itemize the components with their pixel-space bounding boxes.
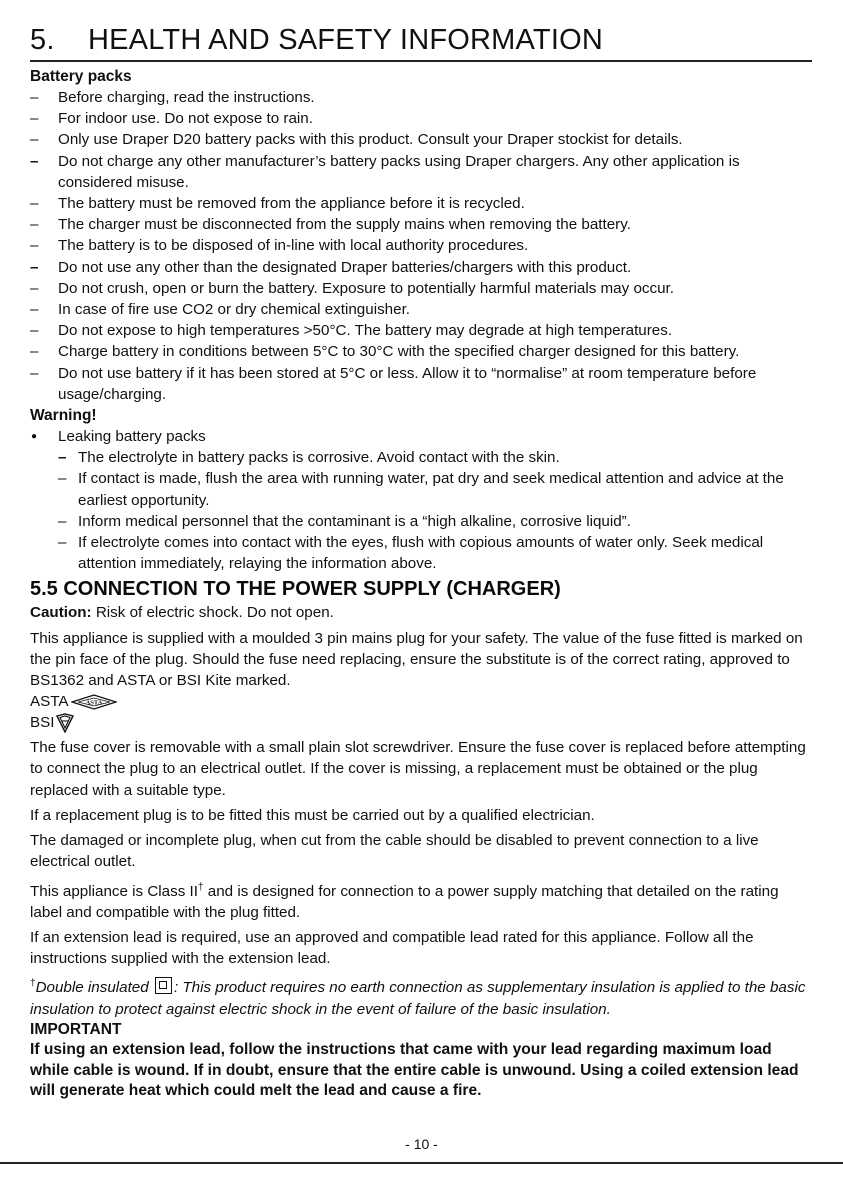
subsection-heading: 5.5 CONNECTION TO THE POWER SUPPLY (CHARGER) [30,578,561,601]
list-item: – Only use Draper D20 battery packs with this product. Consult your Draper stockist for details. [30,129,812,150]
caution-line [30,602,812,623]
note-prefix: Double insulated [35,979,153,997]
fuse-cover-paragraph: The fuse cover is removable with a small plain slot screwdriver. Ensure the fuse cover is replaced before attempting to connect the plug to an electrical outlet. If the cover is missing, a replacement must be obtained or the plug replaced with a suitable type. [30,739,806,799]
double-insulated-note [30,973,812,1019]
extension-lead-paragraph: If an extension lead is required, use an approved and compatible lead rated for this appliance. Follow all the instructions supplied with the extension lead. [30,928,754,968]
list-item: – The battery must be removed from the appliance before it is recycled. [30,193,812,214]
caution-text: Risk of electric shock. Do not open. [91,604,334,622]
important-title: IMPORTANT [30,1020,122,1038]
list-item: – The battery is to be disposed of in-line with local authority procedures. [30,235,812,256]
asta-label: ASTA [30,693,69,711]
list-item: – For indoor use. Do not expose to rain. [30,108,812,129]
section-number: 5. [30,24,55,56]
class-ii-paragraph [30,877,812,923]
double-insulated-icon [155,977,172,994]
asta-logo-text: ASTA [85,699,102,707]
asta-diamond-icon [71,694,117,710]
section-title: HEALTH AND SAFETY INFORMATION [88,24,603,56]
list-item: – Charge battery in conditions between 5°C to 30°C with the specified charger designed for this battery. [30,341,812,362]
replacement-plug-paragraph: If a replacement plug is to be fitted this must be carried out by a qualified electrician. [30,806,595,824]
page-number: - 10 - [405,1136,438,1152]
damaged-plug-paragraph: The damaged or incomplete plug, when cut from the cable should be disabled to prevent connection to a live electrical outlet. [30,832,759,871]
caution-label: Caution: [30,604,92,622]
footer-rule [0,1162,843,1164]
list-item: – Do not charge any other manufacturer’s battery packs using Draper chargers. Any other application is considered misuse. [30,151,812,193]
class-ii-text-rest: and is designed for connection to a power supply matching that detailed on the rating label and compatible with the plug fitted. [30,882,779,921]
important-text: If using an extension lead, follow the instructions that came with your lead regarding maximum load while cable is wound. If in doubt, ensure that the entire cable is unwound. Using a coiled extension lead will generate heat which could melt the lead and cause a fire. [30,1041,799,1100]
class-ii-text: This appliance is Class II [30,882,198,900]
document-page [30,22,812,1102]
fuse-paragraph: This appliance is supplied with a moulded 3 pin mains plug for your safety. The value of the fuse fitted is marked on the pin face of the plug. Should the fuse need replacing, ensure the substitute is of the correct rating, approved to BS1362 and ASTA or BSI Kite marked. [30,629,803,690]
warning-title: Warning! [30,407,97,425]
warning-list [58,447,812,574]
heading-rule [30,60,812,62]
warning-bullet: ● Leaking battery packs [30,426,812,447]
list-item: – Inform medical personnel that the contaminant is a “high alkaline, corrosive liquid”. [58,511,812,532]
bsi-label: BSI [30,714,55,732]
list-item: – If contact is made, flush the area with running water, pat dry and seek medical attention and advice at the earliest opportunity. [58,468,812,510]
asta-mark-row [30,691,812,712]
bsi-mark-row [30,712,812,733]
list-item: – Do not crush, open or burn the battery. Exposure to potentially harmful materials may occur. [30,278,812,299]
bsi-kitemark-icon [56,713,74,733]
battery-packs-title: Battery packs [30,68,132,85]
list-item: – The charger must be disconnected from the supply mains when removing the battery. [30,214,812,235]
list-item: – Before charging, read the instructions. [30,87,812,108]
note-text: : This product requires no earth connection as supplementary insulation is applied to the basic insulation to protect against electric shock in the event of failure of the basic insulation. [30,979,806,1018]
list-item: – Do not use any other than the designated Draper batteries/chargers with this product. [30,257,812,278]
dagger-mark: † [197,881,204,893]
battery-list [30,87,812,405]
list-item: – The electrolyte in battery packs is corrosive. Avoid contact with the skin. [58,447,812,468]
note-dagger: † [30,978,36,990]
list-item: – In case of fire use CO2 or dry chemical extinguisher. [30,299,812,320]
list-item: – Do not use battery if it has been stored at 5°C or less. Allow it to “normalise” at room temperature before usage/charging. [30,363,812,405]
list-item: – If electrolyte comes into contact with the eyes, flush with copious amounts of water only. Seek medical attention immediately, relaying the information above. [58,532,812,574]
list-item: – Do not expose to high temperatures >50°C. The battery may degrade at high temperatures. [30,320,812,341]
section-heading [30,22,812,58]
